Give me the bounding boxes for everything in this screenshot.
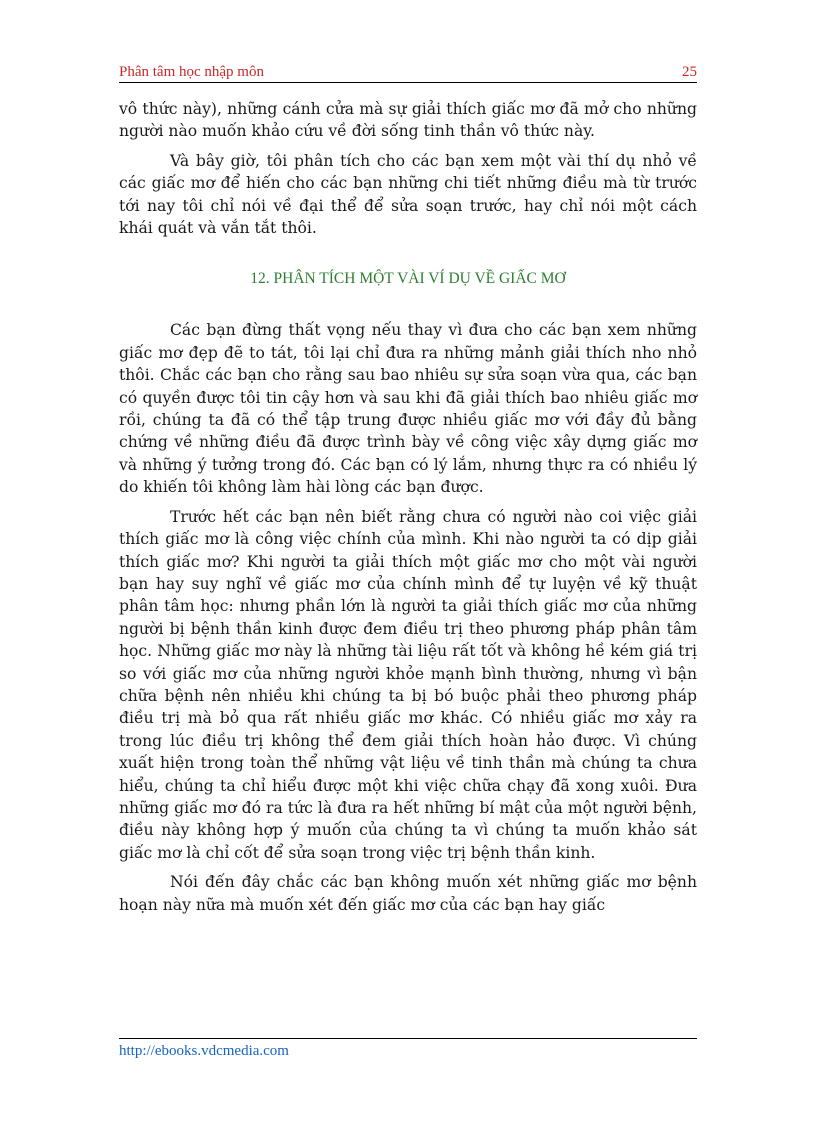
paragraph: Nói đến đây chắc các bạn không muốn xét những giấc mơ bệnh hoạn này nữa mà muốn xét đến giấc mơ của các bạn hay giấc — [119, 873, 697, 914]
paragraph: Trước hết các bạn nên biết rằng chưa có người nào coi việc giải thích giấc mơ là công việc chính của mình. Khi nào người ta có dịp giải thích giấc mơ? Khi người ta giải thích một giấc mơ cho một vài người bạn hay suy nghĩ về giấc mơ của chính mình để tự luyện về kỹ thuật phân tâm học: nhưng phần lớn là người ta giải thích giấc mơ của những người bị bệnh thần kinh được đem điều trị theo phương pháp phân tâm học. Những giấc mơ này là những tài liệu rất tốt và không hề kém giá trị so với giấc mơ của những người khỏe mạnh bình thường, nhưng vì bận chữa bệnh nên nhiều khi chúng ta bị bó buộc phải theo phương pháp điều trị mà bỏ qua rất nhiều giấc mơ khác. Có nhiều giấc mơ xảy ra trong lúc điều trị không thể đem giải thích hoàn hảo được. Vì chúng xuất hiện trong toàn thể những vật liệu về tinh thần mà chúng ta chưa hiểu, chúng ta chỉ hiểu được một khi việc chữa chạy đã xong xuôi. Đưa những giấc mơ đó ra tức là đưa ra hết những bí mật của một người bệnh, điều này không hợp ý muốn của chúng ta vì chúng ta muốn khảo sát giấc mơ là chỉ cốt để sửa soạn trong việc trị bệnh thần kinh. — [119, 507, 697, 862]
section-heading: 12. PHÂN TÍCH MỘT VÀI VÍ DỤ VỀ GIẤC MƠ — [250, 270, 566, 288]
paragraph: Và bây giờ, tôi phân tích cho các bạn xem một vài thí dụ nhỏ về các giấc mơ để hiến cho các bạn những chi tiết những điều mà từ trước tới nay tôi chỉ nói về đại thể để sửa soạn trước, hay chỉ nói một cách khái quát và vắn tắt thôi. — [119, 151, 697, 238]
page-header — [119, 62, 697, 83]
page-footer — [119, 1038, 697, 1060]
source-link[interactable]: http://ebooks.vdcmedia.com — [119, 1043, 289, 1059]
paragraph: Các bạn đừng thất vọng nếu thay vì đưa cho các bạn xem những giấc mơ đẹp đẽ to tát, tôi lại chỉ đưa ra những mảnh giải thích nho nhỏ thôi. Chắc các bạn cho rằng sau bao nhiêu sự sửa soạn vừa qua, các bạn có quyền được tôi tin cậy hơn và sau khi đã giải thích bao nhiêu giấc mơ rồi, chúng ta đã có thể tập trung được nhiều giấc mơ với đầy đủ bằng chứng về những điều đã được trình bày về công việc xây dựng giấc mơ và những ý tưởng trong đó. Các bạn có lý lắm, nhưng thực ra có nhiều lý do khiến tôi không làm hài lòng các bạn được. — [119, 321, 697, 497]
page-body — [119, 98, 697, 923]
paragraph: vô thức này), những cánh cửa mà sự giải thích giấc mơ đã mở cho những người nào muốn khảo cứu về đời sống tinh thần vô thức này. — [119, 100, 697, 141]
book-title: Phân tâm học nhập môn — [119, 64, 264, 80]
page-number: 25 — [682, 64, 697, 80]
